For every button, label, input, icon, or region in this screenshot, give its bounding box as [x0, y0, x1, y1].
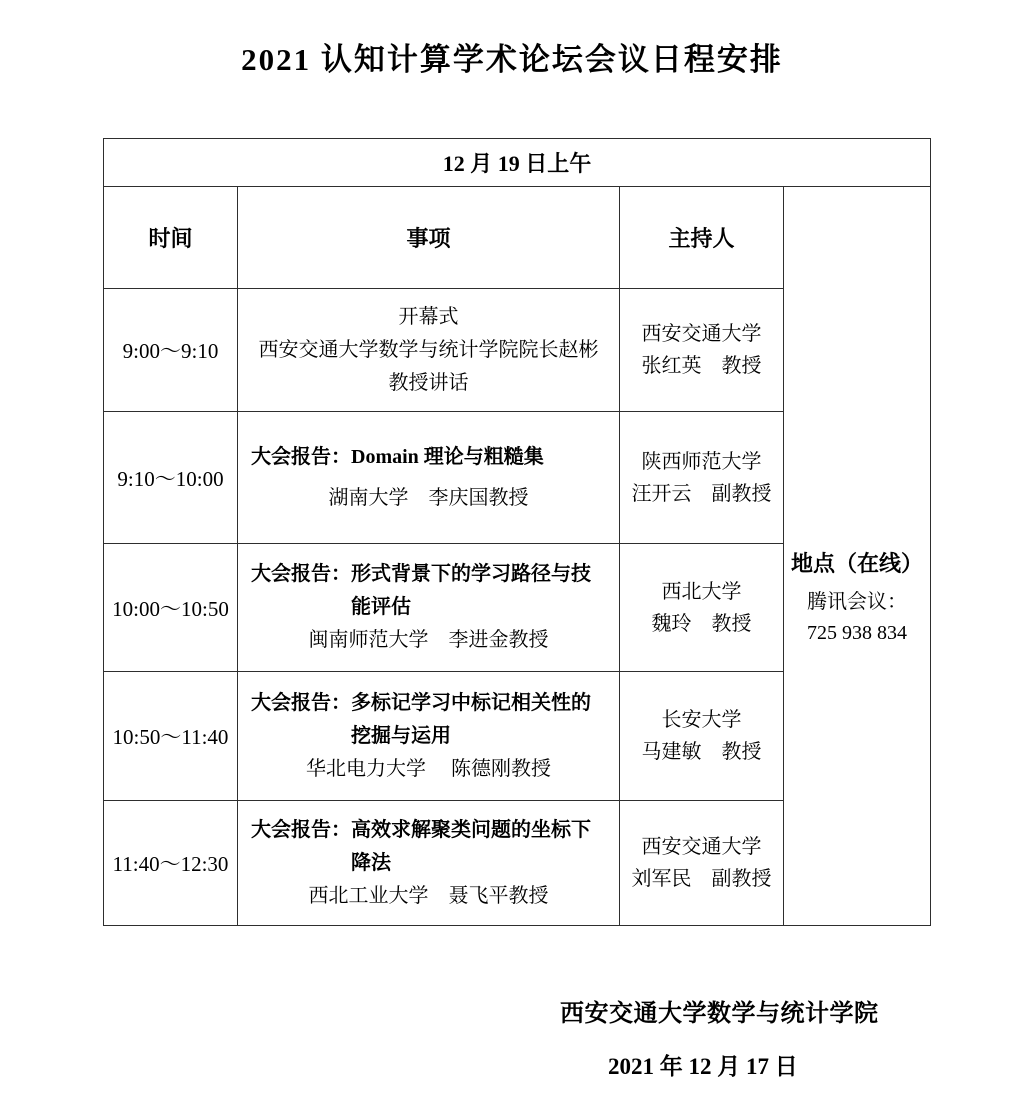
footer-organization: 西安交通大学数学与统计学院: [560, 1001, 879, 1027]
event-title: [238, 814, 619, 880]
document-title: 2021 认知计算学术论坛会议日程安排: [241, 42, 783, 77]
host-affiliation: 陕西师范大学: [641, 450, 762, 473]
text-line: 教授讲话: [388, 371, 469, 394]
host-name: 马建敏 教授: [641, 741, 762, 763]
column-header-host: 主持人: [620, 187, 784, 289]
event-cell: [238, 412, 620, 544]
time-cell: 11:40～12:30: [104, 801, 238, 926]
session-header: 12 月 19 日上午: [104, 139, 931, 187]
footer-date: 2021 年 12 月 17 日: [608, 1054, 798, 1079]
text-line: 大会报告：形式背景下的学习路径与技: [251, 563, 591, 585]
time-cell: 9:00～9:10: [104, 289, 238, 412]
event-title: [238, 301, 619, 400]
host-affiliation: 西安交通大学: [641, 836, 762, 858]
text-line: 西安交通大学数学与统计学院院长赵彬: [258, 338, 599, 361]
host-affiliation: 西安交通大学: [641, 323, 762, 345]
host-cell: [620, 801, 784, 926]
event-cell: [238, 544, 620, 672]
host-cell: [620, 412, 784, 544]
host-cell: [620, 289, 784, 412]
meeting-id: 725 938 834: [807, 622, 907, 644]
time-cell: 9:10～10:00: [104, 412, 238, 544]
host-cell: [620, 544, 784, 672]
event-cell: [238, 672, 620, 801]
event-speaker: 西北工业大学 聂飞平教授: [308, 884, 549, 907]
meeting-platform: 腾讯会议：: [807, 591, 907, 613]
event-speaker: 闽南师范大学 李进金教授: [308, 629, 549, 651]
event-cell: [238, 289, 620, 412]
host-cell: [620, 672, 784, 801]
text-line: 大会报告：Domain 理论与粗糙集: [251, 445, 544, 468]
host-name: 刘军民 副教授: [631, 868, 772, 890]
host-name: 魏玲 教授: [651, 612, 752, 635]
column-header-event: 事项: [238, 187, 620, 289]
column-header-time: 时间: [104, 187, 238, 289]
host-affiliation: 西北大学: [661, 580, 742, 603]
event-cell: [238, 801, 620, 926]
text-line: 开幕式: [398, 305, 459, 328]
event-speaker: 华北电力大学 陈德刚教授: [306, 757, 551, 780]
text-line: 大会报告：多标记学习中标记相关性的: [251, 691, 591, 714]
meeting-info: [784, 587, 930, 649]
time-cell: 10:00～10:50: [104, 544, 238, 672]
host-name: 张红英 教授: [641, 355, 762, 377]
text-line: 大会报告：高效求解聚类问题的坐标下: [251, 818, 591, 841]
text-line: 能评估: [351, 596, 411, 618]
host-affiliation: 长安大学: [661, 709, 742, 731]
event-title: [238, 558, 619, 624]
column-header-row: [104, 187, 931, 289]
column-header-location: 地点（在线）: [791, 551, 924, 576]
session-header-row: [104, 139, 931, 187]
schedule-table: [103, 138, 931, 926]
host-name: 汪开云 副教授: [631, 482, 772, 505]
text-line: 降法: [351, 851, 391, 874]
time-cell: 10:50～11:40: [104, 672, 238, 801]
event-title: [238, 687, 619, 753]
location-cell: [784, 187, 931, 926]
event-title: [238, 441, 619, 474]
event-speaker: 湖南大学 李庆国教授: [328, 486, 529, 509]
text-line: 挖掘与运用: [351, 724, 451, 747]
